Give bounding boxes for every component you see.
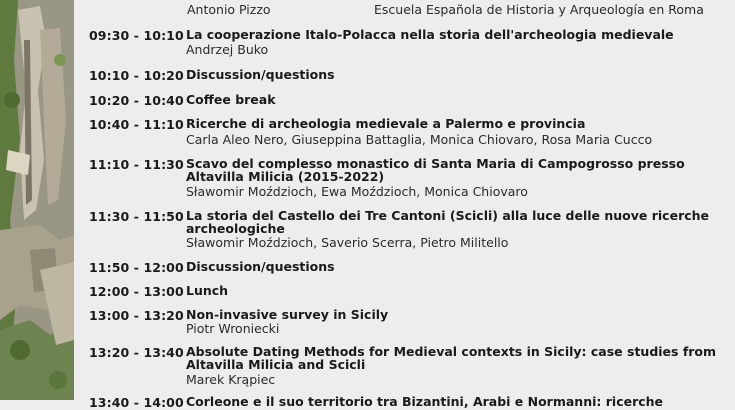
session-title: Lunch — [186, 283, 229, 298]
session-speakers: Sławomir Moździoch, Ewa Moździoch, Monica Chiovaro — [186, 184, 528, 199]
header-row — [74, 2, 735, 18]
session-title: Corleone e il suo territorio tra Bizantini, Arabi e Normanni: ricerche — [186, 394, 664, 409]
session-time: 10:20 - 10:40 — [89, 93, 184, 108]
header-speaker-name: Antonio Pizzo — [187, 2, 271, 17]
header-institution: Escuela Española de Historia y Arqueología en Roma — [374, 2, 704, 17]
aerial-photo-strip — [0, 0, 74, 400]
session-speakers: Piotr Wroniecki — [186, 321, 280, 336]
session-title: Non-invasive survey in Sicily — [186, 307, 389, 322]
session-speakers: Carla Aleo Nero, Giuseppina Battaglia, Monica Chiovaro, Rosa Maria Cucco — [186, 132, 653, 147]
program-sheet — [74, 0, 735, 410]
session-title: Absolute Dating Methods for Medieval contexts in Sicily: case studies from Altavilla Milicia and Scicli — [186, 344, 717, 372]
session-time: 09:30 - 10:10 — [89, 28, 184, 43]
session-time: 10:10 - 10:20 — [89, 68, 184, 83]
session-title: Scavo del complesso monastico di Santa Maria di Campogrosso presso Altavilla Milicia (2015-2022) — [186, 156, 685, 184]
session-speakers: Sławomir Moździoch, Saverio Scerra, Pietro Militello — [186, 235, 509, 250]
session-title: Discussion/questions — [186, 67, 335, 82]
aerial-photo-illustration — [0, 0, 74, 400]
session-title: Ricerche di archeologia medievale a Palermo e provincia — [186, 116, 586, 131]
session-title: La storia del Castello dei Tre Cantoni (Scicli) alla luce delle nuove ricerche archeologiche — [186, 208, 710, 236]
session-title: Discussion/questions — [186, 259, 335, 274]
session-speakers: Marek Krąpiec — [186, 372, 276, 387]
session-time: 13:20 - 13:40 — [89, 345, 184, 360]
session-time: 11:50 - 12:00 — [89, 260, 184, 275]
session-speakers: Andrzej Buko — [186, 42, 269, 57]
session-time: 10:40 - 11:10 — [89, 117, 184, 132]
session-time: 13:40 - 14:00 — [89, 395, 184, 410]
session-title: Coffee break — [186, 92, 276, 107]
session-title: La cooperazione Italo-Polacca nella storia dell'archeologia medievale — [186, 27, 674, 42]
session-time: 11:10 - 11:30 — [89, 157, 184, 172]
session-time: 12:00 - 13:00 — [89, 284, 184, 299]
session-time: 11:30 - 11:50 — [89, 209, 184, 224]
session-time: 13:00 - 13:20 — [89, 308, 184, 323]
